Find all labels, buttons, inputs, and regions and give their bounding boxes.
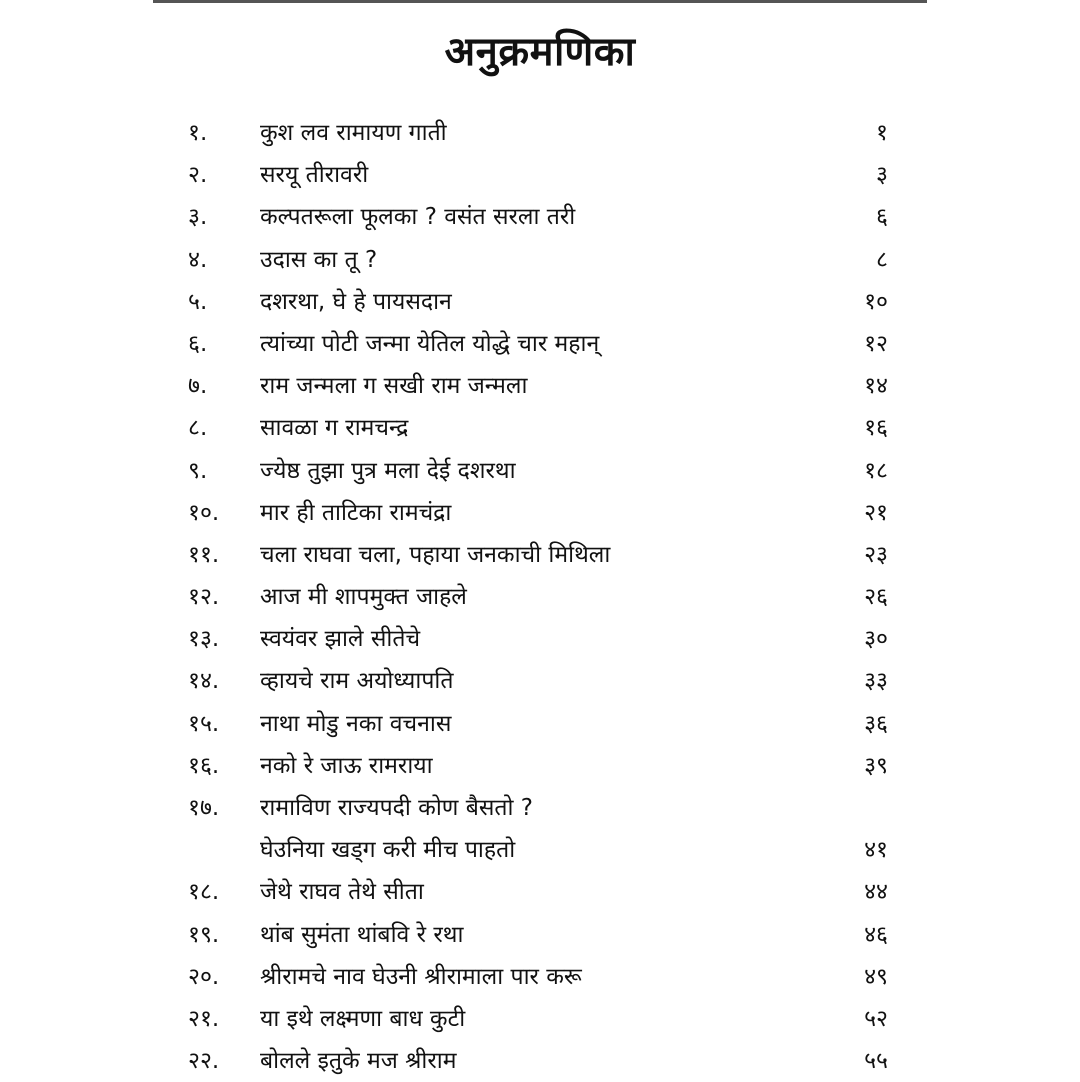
entry-number: १४. (188, 668, 220, 695)
entry-page-number: २६ (864, 584, 888, 611)
entry-number: २. (188, 162, 208, 189)
page-title: अनुक्रमणिका (444, 29, 636, 75)
entry-page-number: १२ (864, 330, 888, 357)
toc-entry (188, 323, 888, 365)
entry-page-number: ६ (876, 204, 888, 231)
entry-title: स्वयंवर झाले सीतेचे (260, 626, 421, 653)
entry-page-number: १६ (864, 415, 888, 442)
toc-entry (188, 745, 888, 787)
entry-page-number: ३० (864, 626, 888, 653)
entry-page-number: १० (864, 288, 888, 315)
entry-number: २२. (188, 1048, 220, 1075)
entry-page-number: ५५ (864, 1048, 888, 1075)
toc-entry (188, 914, 888, 956)
entry-number: १९. (188, 921, 220, 948)
toc-entry (188, 196, 888, 238)
entry-page-number: ४६ (864, 921, 888, 948)
toc-entry (188, 618, 888, 660)
entry-page-number: ३ (876, 162, 888, 189)
entry-number: १२. (188, 584, 220, 611)
entry-page-number: ४१ (864, 837, 888, 864)
entry-page-number: १ (876, 120, 888, 146)
entry-number: १८. (188, 879, 220, 906)
entry-title: नाथा मोडु नका वचनास (260, 710, 452, 737)
entry-title: बोलले इतुके मज श्रीराम (260, 1048, 457, 1075)
entry-title: आज मी शापमुक्त जाहले (260, 584, 467, 611)
toc-entry (188, 112, 888, 154)
entry-title: चला राघवा चला, पहाया जनकाची मिथिला (260, 541, 611, 568)
entry-page-number: २३ (864, 541, 888, 568)
entry-page-number: १८ (864, 457, 888, 484)
entry-title: थांब सुमंता थांबवि रे रथा (260, 921, 464, 948)
toc-entry (188, 1040, 888, 1082)
entry-number: ३. (188, 204, 208, 231)
toc-entry (188, 492, 888, 534)
toc-entry (188, 787, 888, 829)
toc-entry (188, 239, 888, 281)
toc-entry (188, 871, 888, 913)
entry-title: श्रीरामचे नाव घेउनी श्रीरामाला पार करू (260, 963, 582, 990)
toc-entry (188, 703, 888, 745)
entry-page-number: २१ (864, 499, 888, 526)
entry-title: सरयू तीरावरी (260, 162, 369, 189)
entry-title: जेथे राघव तेथे सीता (260, 879, 424, 906)
entry-title: व्हायचे राम अयोध्यापति (260, 668, 454, 695)
entry-title: राम जन्मला ग सखी राम जन्मला (260, 373, 528, 400)
entry-number: १०. (188, 499, 220, 526)
toc-entry (188, 998, 888, 1040)
toc-entry (188, 365, 888, 407)
toc-entry (188, 281, 888, 323)
entry-number: २०. (188, 963, 220, 990)
entry-title: ज्येष्ठ तुझा पुत्र मला देई दशरथा (260, 457, 516, 484)
entry-title: त्यांच्या पोटी जन्मा येतिल योद्धे चार महान् (260, 330, 600, 357)
entry-number: १६. (188, 752, 220, 779)
table-of-contents (188, 112, 888, 1082)
entry-number: ४. (188, 246, 208, 273)
toc-entry (188, 660, 888, 702)
entry-page-number: ३९ (864, 752, 888, 779)
toc-entry (188, 829, 888, 871)
entry-page-number: १४ (864, 373, 888, 400)
entry-number: १५. (188, 710, 220, 737)
entry-number: १. (188, 120, 208, 146)
entry-page-number: ४४ (864, 879, 888, 906)
entry-title: सावळा ग रामचन्द्र (260, 415, 409, 442)
entry-page-number: ४९ (864, 963, 888, 990)
entry-title: दशरथा, घे हे पायसदान (260, 288, 452, 315)
entry-number: ११. (188, 541, 220, 568)
entry-number: १३. (188, 626, 220, 653)
entry-number: १७. (188, 795, 220, 821)
entry-number: ५. (188, 288, 208, 315)
entry-page-number: ३३ (864, 668, 888, 695)
entry-title: नको रे जाऊ रामराया (260, 752, 433, 779)
toc-entry (188, 154, 888, 196)
toc-entry (188, 956, 888, 998)
entry-page-number: ३६ (864, 710, 888, 737)
toc-entry (188, 534, 888, 576)
toc-entry (188, 576, 888, 618)
entry-title: या इथे लक्ष्मणा बाध कुटी (260, 1005, 466, 1032)
entry-number: ६. (188, 330, 208, 357)
entry-title: रामाविण राज्यपदी कोण बैसतो ? (260, 795, 533, 821)
entry-page-number: ८ (876, 246, 888, 273)
entry-title: कुश लव रामायण गाती (260, 120, 447, 146)
entry-page-number: ५२ (864, 1005, 888, 1032)
entry-number: ७. (188, 373, 208, 400)
entry-title: उदास का तू ? (260, 246, 378, 273)
entry-title: कल्पतरूला फूलका ? वसंत सरला तरी (260, 204, 576, 231)
entry-number: २१. (188, 1005, 220, 1032)
top-rule (153, 0, 927, 3)
entry-title: मार ही ताटिका रामचंद्रा (260, 499, 452, 526)
toc-entry (188, 407, 888, 449)
entry-title: घेउनिया खड्ग करी मीच पाहतो (260, 837, 516, 864)
entry-number: ८. (188, 415, 208, 442)
toc-entry (188, 450, 888, 492)
entry-number: ९. (188, 457, 208, 484)
